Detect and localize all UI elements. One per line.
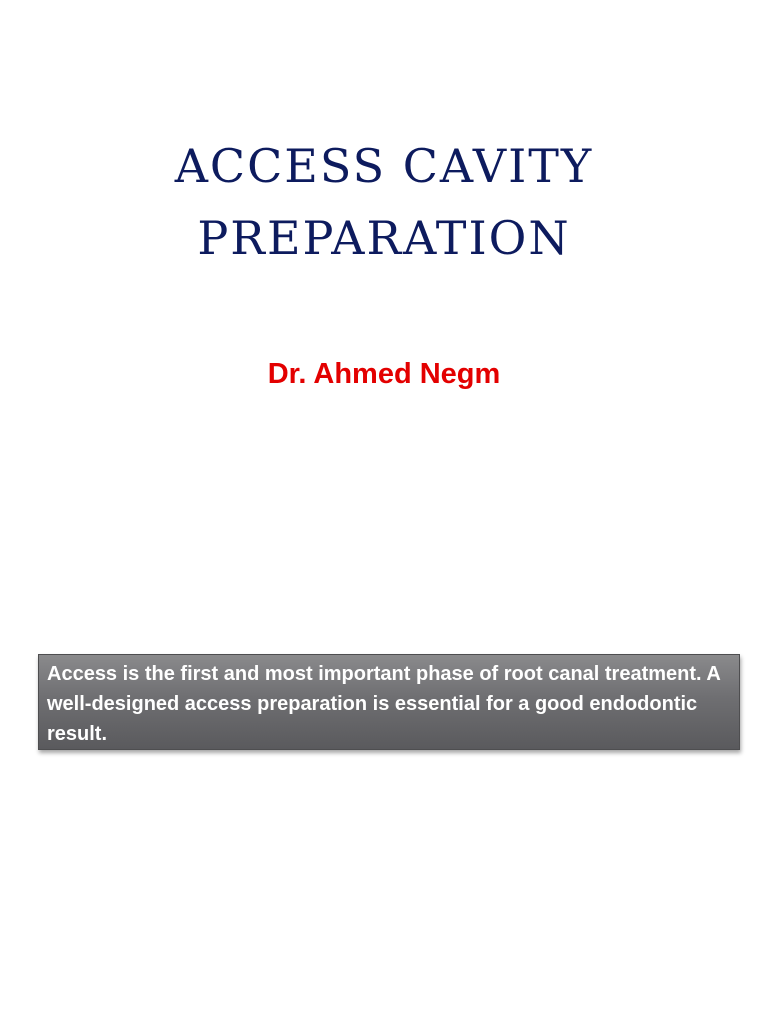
slide-title bbox=[0, 130, 768, 274]
callout-text: Access is the first and most important phase of root canal treatment. A well-designed access preparation is essential for a good endodontic result. bbox=[47, 663, 721, 745]
slide-title-line-1: ACCESS CAVITY bbox=[174, 139, 594, 193]
callout-box bbox=[38, 654, 740, 750]
author-name: Dr. Ahmed Negm bbox=[267, 358, 501, 390]
slide-title-line-2: PREPARATION bbox=[197, 211, 571, 265]
